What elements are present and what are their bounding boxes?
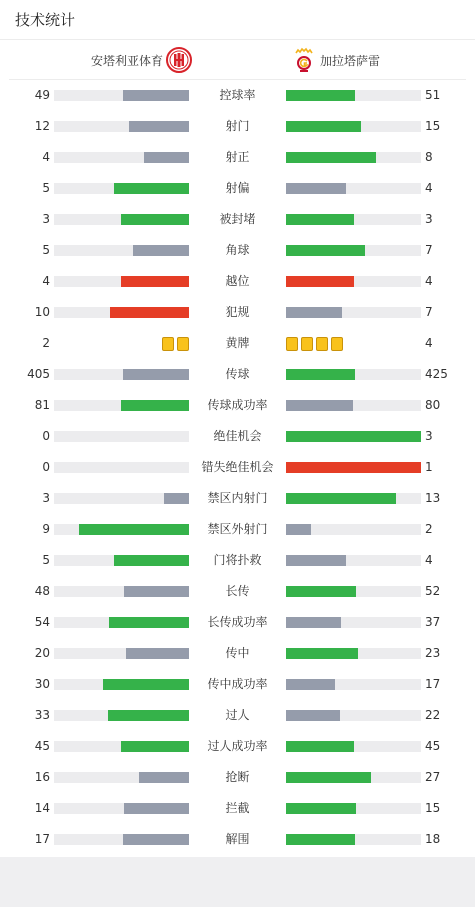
away-bar-fill <box>286 524 311 535</box>
stat-row <box>0 390 475 421</box>
away-bar-fill <box>286 369 355 380</box>
stat-row <box>0 204 475 235</box>
yellow-card-icon <box>286 337 298 351</box>
away-bar-track <box>286 803 421 814</box>
stat-label: 传中 <box>225 646 250 660</box>
stat-row <box>0 824 475 855</box>
home-stat-value: 30 <box>34 677 50 691</box>
home-bar-fill <box>114 183 189 194</box>
home-stat-value: 81 <box>34 398 50 412</box>
away-bar-track <box>286 710 421 721</box>
stat-label: 传球成功率 <box>207 398 268 412</box>
away-bar-track <box>286 679 421 690</box>
home-bar-fill <box>108 710 189 721</box>
stat-row <box>0 80 475 111</box>
away-bar-track <box>286 834 421 845</box>
stat-label: 角球 <box>225 243 250 257</box>
away-stat-value: 80 <box>425 398 441 412</box>
away-bar-track <box>286 183 421 194</box>
stat-row <box>0 793 475 824</box>
home-bar-track <box>54 648 189 659</box>
home-bar-fill <box>129 121 189 132</box>
section-title: 技术统计 <box>15 11 76 29</box>
away-bar-fill <box>286 152 376 163</box>
home-bar-track <box>54 214 189 225</box>
home-bar-fill <box>123 834 189 845</box>
away-bar-fill <box>286 90 355 101</box>
stat-row <box>0 452 475 483</box>
away-bar-track <box>286 245 421 256</box>
away-bar-fill <box>286 493 396 504</box>
stat-row <box>0 266 475 297</box>
home-stat-value: 14 <box>34 801 50 815</box>
stat-row <box>0 762 475 793</box>
stat-label: 长传 <box>225 584 250 598</box>
away-stat-value: 3 <box>425 212 433 226</box>
home-bar-fill <box>124 586 189 597</box>
home-bar-fill <box>124 803 189 814</box>
away-stat-value: 425 <box>425 367 448 381</box>
away-bar-fill <box>286 400 353 411</box>
home-bar-fill <box>123 369 189 380</box>
away-bar-track <box>286 214 421 225</box>
away-bar-track <box>286 152 421 163</box>
away-team-name: 加拉塔萨雷 <box>320 53 381 68</box>
away-bar-fill <box>286 431 421 442</box>
stat-label: 被封堵 <box>219 212 256 226</box>
away-bar-track <box>286 431 421 442</box>
away-bar-track <box>286 121 421 132</box>
home-stat-value: 54 <box>34 615 50 629</box>
antalyaspor-crest-icon <box>166 47 192 73</box>
home-stat-value: 33 <box>34 708 50 722</box>
home-bar-fill <box>79 524 189 535</box>
home-stat-value: 405 <box>27 367 50 381</box>
away-stat-value: 27 <box>425 770 441 784</box>
stat-label: 错失绝佳机会 <box>201 460 274 474</box>
home-stat-value: 5 <box>42 553 50 567</box>
stat-label: 犯规 <box>225 305 250 319</box>
away-bar-fill <box>286 245 365 256</box>
home-stat-value: 3 <box>42 491 50 505</box>
stat-label: 过人成功率 <box>207 739 268 753</box>
home-stat-value: 49 <box>34 88 50 102</box>
away-bar-track <box>286 369 421 380</box>
away-stat-value: 1 <box>425 460 433 474</box>
yellow-card-icon <box>331 337 343 351</box>
home-bar-fill <box>139 772 189 783</box>
stat-label: 禁区内射门 <box>207 491 268 505</box>
away-bar-fill <box>286 617 341 628</box>
home-stat-value: 5 <box>42 243 50 257</box>
stat-label: 长传成功率 <box>207 615 268 629</box>
away-bar-fill <box>286 555 346 566</box>
home-team[interactable] <box>91 40 192 80</box>
away-stat-value: 18 <box>425 832 441 846</box>
home-stat-value: 17 <box>34 832 50 846</box>
away-bar-track <box>286 772 421 783</box>
stat-label: 控球率 <box>219 88 256 102</box>
home-stat-value: 12 <box>34 119 50 133</box>
stat-label: 绝佳机会 <box>213 429 262 443</box>
home-stat-value: 20 <box>34 646 50 660</box>
stat-label: 传中成功率 <box>207 677 268 691</box>
away-stat-value: 45 <box>425 739 441 753</box>
stat-row <box>0 607 475 638</box>
away-stat-value: 22 <box>425 708 441 722</box>
home-bar-track <box>54 462 189 473</box>
stat-label: 抢断 <box>225 770 250 784</box>
home-bar-track <box>54 431 189 442</box>
home-stat-value: 48 <box>34 584 50 598</box>
away-bar-track <box>286 90 421 101</box>
yellow-card-icon <box>316 337 328 351</box>
stat-row <box>0 731 475 762</box>
home-stat-value: 5 <box>42 181 50 195</box>
stat-label: 传球 <box>225 367 250 381</box>
stat-row <box>0 545 475 576</box>
stat-label: 射偏 <box>225 181 250 195</box>
home-bar-track <box>54 400 189 411</box>
away-bar-track <box>286 462 421 473</box>
away-stat-value: 15 <box>425 801 441 815</box>
home-bar-fill <box>114 555 189 566</box>
stat-label: 门将扑救 <box>213 553 262 567</box>
stat-label: 射正 <box>225 150 250 164</box>
home-bar-fill <box>121 400 189 411</box>
stat-row <box>0 700 475 731</box>
stat-label: 黄牌 <box>225 336 250 350</box>
away-bar-track <box>286 400 421 411</box>
away-bar-track <box>286 307 421 318</box>
home-stat-value: 4 <box>42 274 50 288</box>
home-bar-track <box>54 679 189 690</box>
away-bar-fill <box>286 462 421 473</box>
home-bar-fill <box>121 214 189 225</box>
stat-row <box>0 483 475 514</box>
home-bar-track <box>54 586 189 597</box>
away-bar-fill <box>286 276 354 287</box>
home-bar-track <box>54 90 189 101</box>
home-bar-track <box>54 772 189 783</box>
home-bar-track <box>54 183 189 194</box>
away-stat-value: 37 <box>425 615 441 629</box>
away-bar-fill <box>286 772 371 783</box>
away-stat-value: 4 <box>425 181 433 195</box>
away-bar-fill <box>286 121 361 132</box>
stat-label: 解围 <box>225 832 250 846</box>
away-bar-fill <box>286 679 335 690</box>
away-stat-value: 2 <box>425 522 433 536</box>
section-header <box>0 0 475 40</box>
stat-row <box>0 142 475 173</box>
stat-label: 拦截 <box>225 801 250 815</box>
home-stat-value: 3 <box>42 212 50 226</box>
stat-row <box>0 173 475 204</box>
stat-row <box>0 111 475 142</box>
home-bar-track <box>54 307 189 318</box>
away-stat-value: 8 <box>425 150 433 164</box>
stat-row <box>0 514 475 545</box>
away-yellow-cards <box>286 337 343 351</box>
home-bar-track <box>54 245 189 256</box>
stat-label: 越位 <box>225 274 250 288</box>
away-stat-value: 51 <box>425 88 441 102</box>
stat-row <box>0 638 475 669</box>
away-bar-fill <box>286 586 356 597</box>
away-bar-fill <box>286 834 355 845</box>
away-bar-fill <box>286 803 356 814</box>
away-bar-fill <box>286 183 346 194</box>
home-bar-track <box>54 741 189 752</box>
stat-row <box>0 235 475 266</box>
away-stat-value: 7 <box>425 305 433 319</box>
away-bar-track <box>286 648 421 659</box>
stat-row <box>0 359 475 390</box>
home-bar-fill <box>133 245 189 256</box>
away-stat-value: 17 <box>425 677 441 691</box>
home-bar-track <box>54 524 189 535</box>
away-stat-value: 15 <box>425 119 441 133</box>
home-bar-track <box>54 152 189 163</box>
away-bar-track <box>286 493 421 504</box>
away-stat-value: 52 <box>425 584 441 598</box>
home-bar-track <box>54 710 189 721</box>
home-team-name: 安塔利亚体育 <box>90 53 163 68</box>
home-stat-value: 2 <box>42 336 50 350</box>
home-bar-fill <box>103 679 189 690</box>
stat-label: 禁区外射门 <box>207 522 268 536</box>
away-bar-fill <box>286 307 342 318</box>
home-yellow-cards <box>162 337 189 351</box>
away-bar-track <box>286 586 421 597</box>
yellow-card-icon <box>162 337 174 351</box>
away-stat-value: 4 <box>425 274 433 288</box>
home-bar-track <box>54 493 189 504</box>
teams-header <box>9 40 466 80</box>
stat-row <box>0 328 475 359</box>
home-stat-value: 16 <box>34 770 50 784</box>
home-bar-fill <box>126 648 189 659</box>
home-stat-value: 10 <box>34 305 50 319</box>
stat-row <box>0 576 475 607</box>
away-bar-fill <box>286 741 354 752</box>
away-bar-track <box>286 276 421 287</box>
galatasaray-crest-icon <box>294 47 314 73</box>
home-stat-value: 0 <box>42 429 50 443</box>
away-stat-value: 13 <box>425 491 441 505</box>
home-stat-value: 9 <box>42 522 50 536</box>
home-bar-track <box>54 803 189 814</box>
away-bar-track <box>286 741 421 752</box>
away-stat-value: 3 <box>425 429 433 443</box>
yellow-card-icon <box>301 337 313 351</box>
away-bar-track <box>286 617 421 628</box>
home-bar-fill <box>121 276 189 287</box>
away-team[interactable] <box>294 40 380 80</box>
home-bar-fill <box>144 152 189 163</box>
home-stat-value: 0 <box>42 460 50 474</box>
away-stat-value: 4 <box>425 336 433 350</box>
home-bar-track <box>54 121 189 132</box>
home-bar-fill <box>164 493 189 504</box>
home-bar-fill <box>121 741 189 752</box>
away-stat-value: 4 <box>425 553 433 567</box>
away-bar-fill <box>286 214 354 225</box>
away-bar-track <box>286 524 421 535</box>
home-stat-value: 4 <box>42 150 50 164</box>
stat-row <box>0 669 475 700</box>
away-stat-value: 23 <box>425 646 441 660</box>
home-bar-track <box>54 276 189 287</box>
home-bar-fill <box>123 90 189 101</box>
home-bar-fill <box>109 617 189 628</box>
stat-label: 过人 <box>225 708 250 722</box>
away-bar-track <box>286 555 421 566</box>
stat-row <box>0 297 475 328</box>
away-bar-fill <box>286 648 358 659</box>
home-bar-fill <box>110 307 189 318</box>
home-bar-track <box>54 555 189 566</box>
home-bar-track <box>54 617 189 628</box>
home-bar-track <box>54 369 189 380</box>
stat-label: 射门 <box>225 119 250 133</box>
yellow-card-icon <box>177 337 189 351</box>
home-bar-track <box>54 834 189 845</box>
away-bar-fill <box>286 710 340 721</box>
home-stat-value: 45 <box>34 739 50 753</box>
away-stat-value: 7 <box>425 243 433 257</box>
stat-row <box>0 421 475 452</box>
